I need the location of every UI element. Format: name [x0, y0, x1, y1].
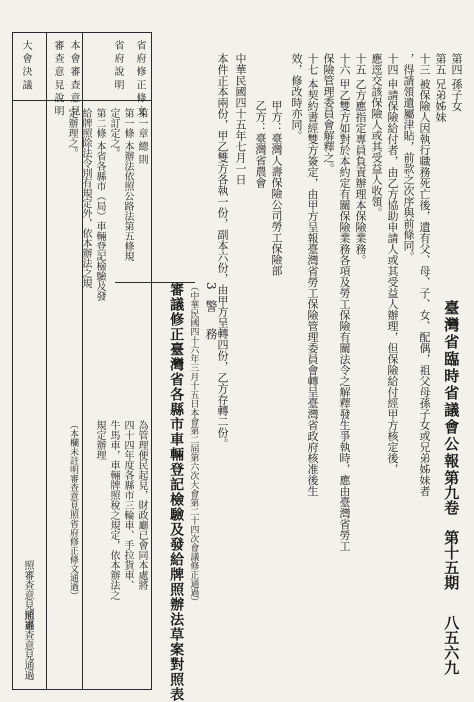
- review-note: （本欄未註明審查意見照省府修正條文通過）: [68, 420, 78, 600]
- upper-line-1: 第五 兄弟姊妹: [434, 53, 447, 123]
- row-text-4: 第二條 本省各縣市（局）車輛登記檢驗及發: [94, 108, 105, 302]
- table-note: （中華民國四十六年三月十五日本會第二屆第六次大會第二十四次會議修正通過）: [188, 282, 199, 606]
- section-name: 警 務: [204, 300, 218, 346]
- upper-line-4: 十四 申請保險給付者，由乙方協助申請人或其受益人辦理，但保險給付經甲方核定後，: [386, 53, 399, 475]
- upper-line-2: 十三 被保險人因執行職務死亡後，遺有父、母、子、女、配偶，祖父母孫子女或兄弟姊妹者: [418, 53, 431, 497]
- section-number: 3: [204, 282, 218, 290]
- table-col-divider-2: [46, 32, 47, 690]
- header-col-explanation: 省 府 說 明: [112, 40, 123, 90]
- gazette-title: 臺灣省臨時省議會公報: [442, 300, 461, 470]
- header-col-revision: 省 府 修 正 條 文: [134, 40, 145, 116]
- upper-line-9: 十七 本契約書經雙方簽定，由甲方呈報臺灣省勞工保險管理委員會轉呈臺灣省政府核准後生: [306, 53, 319, 497]
- upper-line-5: 應逕交該保險人或其受益人收領。: [370, 53, 383, 218]
- row-b-text-1: 為管理便民起見，財政廳已會同本處將: [136, 420, 147, 590]
- row-text-2: 第一條 本辦法依照公路法第五條規: [122, 108, 133, 262]
- upper-line-8: 保險管理委員會解釋之。: [322, 53, 335, 174]
- resolution-a: 照審查意見通過: [22, 560, 33, 630]
- upper-line-3: ，得請領遺屬津貼，前款之次序與前條同。: [402, 53, 415, 262]
- upper-line-7: 十六 甲乙雙方如對於本約定有關保險業務各項及勞工保險有關法令之解釋發生爭執時，應由臺灣省勞工: [338, 53, 351, 552]
- page-number: 八五六九: [442, 615, 461, 675]
- upper-line-6: 十五 乙方應指定專員負責辦理本保險業務。: [354, 53, 367, 266]
- row-text-3: 定訂定之。: [108, 108, 119, 158]
- resolution-b: 照審查意見通過: [22, 610, 33, 680]
- row-b-text-2: 四十四年度各縣市三輪車、手拉貨車、: [122, 420, 133, 590]
- header-col-resolution: 大 會 決 議: [20, 40, 31, 90]
- upper-line-13: 中華民國四十五年七月一日: [234, 53, 247, 185]
- table-title: 審議修正臺灣省各縣市車輛登記檢驗及發給牌照辦法草案對照表: [168, 282, 185, 702]
- header-col-review: 本 會 審 查 意 見: [68, 40, 79, 116]
- header-col-review-note: 審 查 意 見 說 明: [52, 40, 63, 116]
- upper-heading: 第四 孫子女: [450, 53, 463, 112]
- row-text-1: 第一章 總 則: [136, 108, 147, 165]
- upper-line-10: 效，修改時亦同。: [290, 53, 303, 141]
- row-b-text-4: 規定辦理: [94, 420, 105, 460]
- upper-line-12: 乙方：臺灣省農會: [254, 100, 267, 188]
- row-text-5: 給牌照除法令別有規定外，依本辦法之規: [80, 108, 91, 288]
- row-text-6: 定辦理之。: [66, 108, 77, 158]
- upper-line-14: 本件正本兩份，甲乙雙方各執一份，副本六份，由甲方呈轉四份，乙方存轉二份。: [216, 53, 229, 449]
- upper-line-11: 甲方：臺灣人壽保險公司勞工保險部: [270, 100, 283, 276]
- row-b-text-3: 牛馬車，車輛牌照稅之規定，依本辦法之: [108, 420, 119, 600]
- issue: 第十五期: [442, 530, 461, 590]
- volume: 第九卷: [442, 470, 461, 515]
